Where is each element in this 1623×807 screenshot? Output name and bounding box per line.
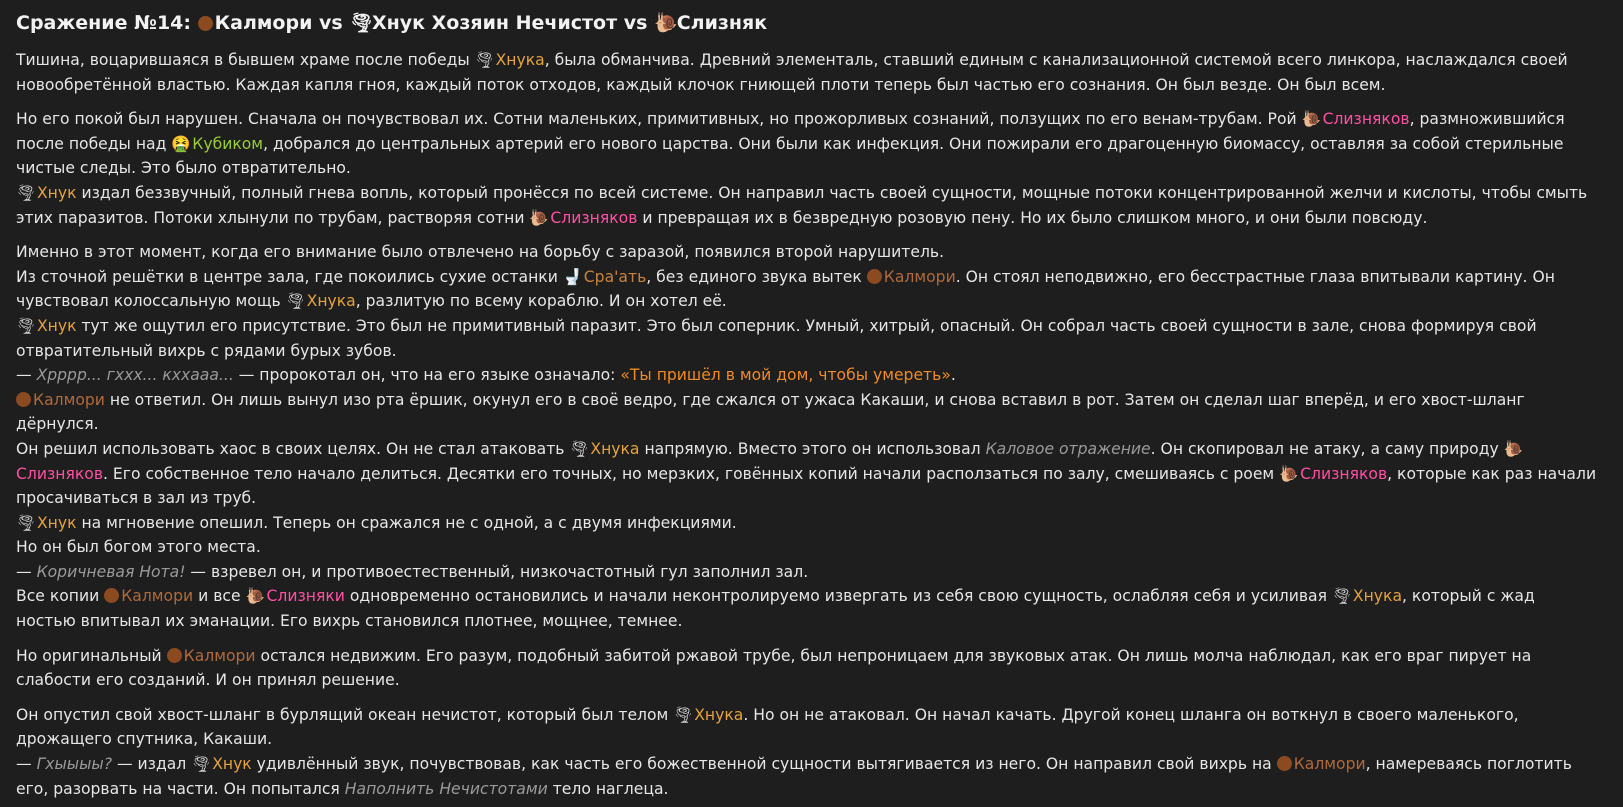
brown-circle-icon — [198, 16, 213, 31]
slizniak-ref: Слизняки — [266, 587, 345, 606]
tornado-icon: 🌪 — [673, 705, 694, 724]
tornado-icon: 🌪 — [16, 183, 36, 202]
fighter-2-name: Хнук Хозяин Нечистот — [371, 12, 618, 34]
tornado-icon: 🌪 — [1331, 587, 1352, 606]
snail-icon: 🐌 — [654, 12, 678, 34]
slizniak-ref: Слизняков — [550, 208, 638, 227]
snail-icon: 🐌 — [529, 208, 549, 227]
khnuk-ref: Хнук — [36, 183, 77, 202]
khnuk-ref: Хнука — [1352, 587, 1403, 606]
tornado-icon: 🌪 — [16, 316, 36, 335]
snail-icon: 🐌 — [1279, 464, 1299, 483]
battle-number: Сражение №14: — [16, 12, 191, 34]
khnuk-ref: Хнука — [495, 51, 545, 69]
kubik-ref: Кубиком — [192, 134, 264, 153]
gasp-text: Гхыыыы? — [36, 755, 113, 774]
paragraph-4: Но оригинальный Калмори остался недвижим. Его разум, подобный забитой ржавой трубе, был непроницаем для звуковых атак. Он лишь молча наблюдал, как его враг пирует на слабости его созданий. И он принял решение. — [16, 646, 1532, 690]
kalmori-ref: Калмори — [121, 587, 194, 606]
nauseated-icon: 🤮 — [171, 134, 191, 153]
paragraph-3: Именно в этот момент, когда его внимание было отвлечено на борьбу с заразой, появился второй нарушитель. Из сточной решётки в центре зала, где покоились сухие останки 🚽 Сра'ать, без единого звука вытек Калмори. Он стоял неподвижно, его бесстрастные глаза впитывали картину. Он чувствовал колоссальную мощь 🌪 Хнука, разлитую по всему кораблю. И он хотел её. 🌪 Хнук тут же ощутил его присутствие. Это был не примитивный паразит. Это был соперник. Умный, хитрый, опасный. Он собрал часть своей сущности в зале, снова формируя свой отвратительный вихрь с рядами бурых зубов. — Хрррр... гххх... кххааа... — пророкотал он, что на его языке означало: «Ты пришёл в мой дом, чтобы умереть». Калмори не ответил. Он лишь вынул изо рта ёршик, окунул его в своё ведро, где сжался от ужаса Какаши, и снова вставил в рот. Затем он сделал шаг вперёд, и его хвост-шланг дёрнулся. Он решил использовать хаос в своих целях. Он не стал атаковать 🌪 Хнука напрямую. Вместо этого он использовал Каловое отражение. Он скопировал не атаку, а саму природу 🐌 Слизняков. Его собственное тело начало делиться. Десятки его точных, но мерзких, говённых копий начали расползаться по залу, смешиваясь с роем 🐌 Слизняков, которые как раз начали просачиваться в зал из труб. 🌪 Хнук на мгновение опешил. Теперь он сражался не с одной, а с двумя инфекциями. Но он был богом этого места. — Коричневая Нота! — взревел он, и противоестественный, низкочастотный гул заполнил зал. Все копии Калмори и все 🐌 Слизняки одновременно остановились и начали неконтролируемо извергать из себя свою сущность, ослабляя себя и усиливая 🌪 Хнука, который с жад ностью впитывал их эманации. Его вихрь становился плотнее, мощнее, темнее. — [16, 243, 1597, 631]
tornado-icon: 🌪 — [569, 439, 590, 458]
srat-ref: Сра'ать — [583, 267, 647, 286]
toilet-icon: 🚽 — [562, 267, 583, 286]
slizniak-ref: Слизняков — [1322, 110, 1410, 129]
tornado-icon: 🌪 — [349, 12, 374, 34]
battle-title — [16, 8, 1607, 38]
skill-name: Наполнить Нечистотами — [344, 779, 548, 798]
fighter-3-name: Слизняк — [676, 12, 768, 34]
growl-text: Хрррр... гххх... кххааа... — [36, 366, 234, 385]
tornado-icon: 🌪 — [191, 755, 212, 774]
snail-icon: 🐌 — [1301, 110, 1322, 129]
slizniak-ref: Слизняков — [16, 464, 104, 483]
kalmori-ref: Калмори — [1293, 755, 1366, 774]
kalmori-ref: Калмори — [883, 267, 956, 286]
brown-circle-icon — [867, 269, 882, 284]
khnuk-ref: Хнука — [306, 292, 356, 311]
tornado-icon: 🌪 — [285, 292, 306, 311]
khnuk-ref: Хнука — [590, 439, 640, 458]
tornado-icon: 🌪 — [16, 513, 36, 532]
snail-icon: 🐌 — [245, 587, 265, 606]
khnuk-ref: Хнук — [212, 755, 252, 774]
tornado-icon: 🌪 — [474, 51, 495, 69]
vs-label: vs — [623, 12, 648, 34]
khnuk-ref: Хнук — [36, 513, 77, 532]
paragraph-1: Тишина, воцарившаяся в бывшем храме после победы 🌪 Хнука, была обманчива. Древний элементаль, ставший единым с канализационной системой всего линкора, наслаждался своей новообретённой властью. Каждая капля гноя, каждый поток отходов, каждый клочок гниющей плоти теперь был частью его сознания. Он был везде. Он был всем. — [16, 48, 1607, 97]
snail-icon: 🐌 — [1503, 439, 1524, 458]
translated-quote: «Ты пришёл в мой дом, чтобы умереть» — [620, 366, 951, 385]
brown-circle-icon — [16, 392, 31, 407]
paragraph-5: Он опустил свой хвост-шланг в бурлящий океан нечистот, который был телом 🌪 Хнука. Но он не атаковал. Он начал качать. Другой конец шланга он воткнул в своего маленького, дрожащего спутника, Какаши. — Гхыыыы? — издал 🌪 Хнук удивлённый звук, почувствовав, как часть его божественной сущности вытягивается из него. Он направил свой вихрь на Калмори, намереваясь поглотить его, разорвать на части. Он попытался Наполнить Нечистотами тело наглеца. — [16, 703, 1607, 801]
skill-name: Коричневая Нота! — [36, 562, 186, 581]
slizniak-ref: Слизняков — [1300, 464, 1388, 483]
kalmori-ref: Калмори — [183, 646, 256, 665]
khnuk-ref: Хнук — [36, 316, 77, 335]
khnuk-ref: Хнука — [694, 705, 744, 724]
kalmori-ref: Калмори — [33, 390, 105, 409]
skill-name: Каловое отражение — [985, 439, 1151, 458]
brown-circle-icon — [167, 648, 182, 663]
brown-circle-icon — [1277, 756, 1292, 771]
vs-label: vs — [319, 12, 343, 34]
paragraph-2: Но его покой был нарушен. Сначала он почувствовал их. Сотни маленьких, примитивных, но прожорливых сознаний, ползущих по его венам-трубам. Рой 🐌 Слизняков, размножившийся после победы над 🤮 Кубиком, добрался до центральных артерий его нового царства. Они были как инфекция. Они пожирали его драгоценную биомассу, оставляя за собой стерильные чистые следы. Это было отвратительно. 🌪 Хнук издал беззвучный, полный гнева вопль, который пронёсся по всей системе. Он направил часть своей сущности, мощные потоки концентрированной желчи и кислоты, чтобы смыть этих паразитов. Потоки хлынули по трубам, растворяя сотни 🐌 Слизняков и превращая их в безвредную розовую пену. Но их было слишком много, и они были повсюду. — [16, 107, 1607, 230]
brown-circle-icon — [104, 588, 119, 603]
fighter-1-name: Калмори — [214, 12, 313, 34]
